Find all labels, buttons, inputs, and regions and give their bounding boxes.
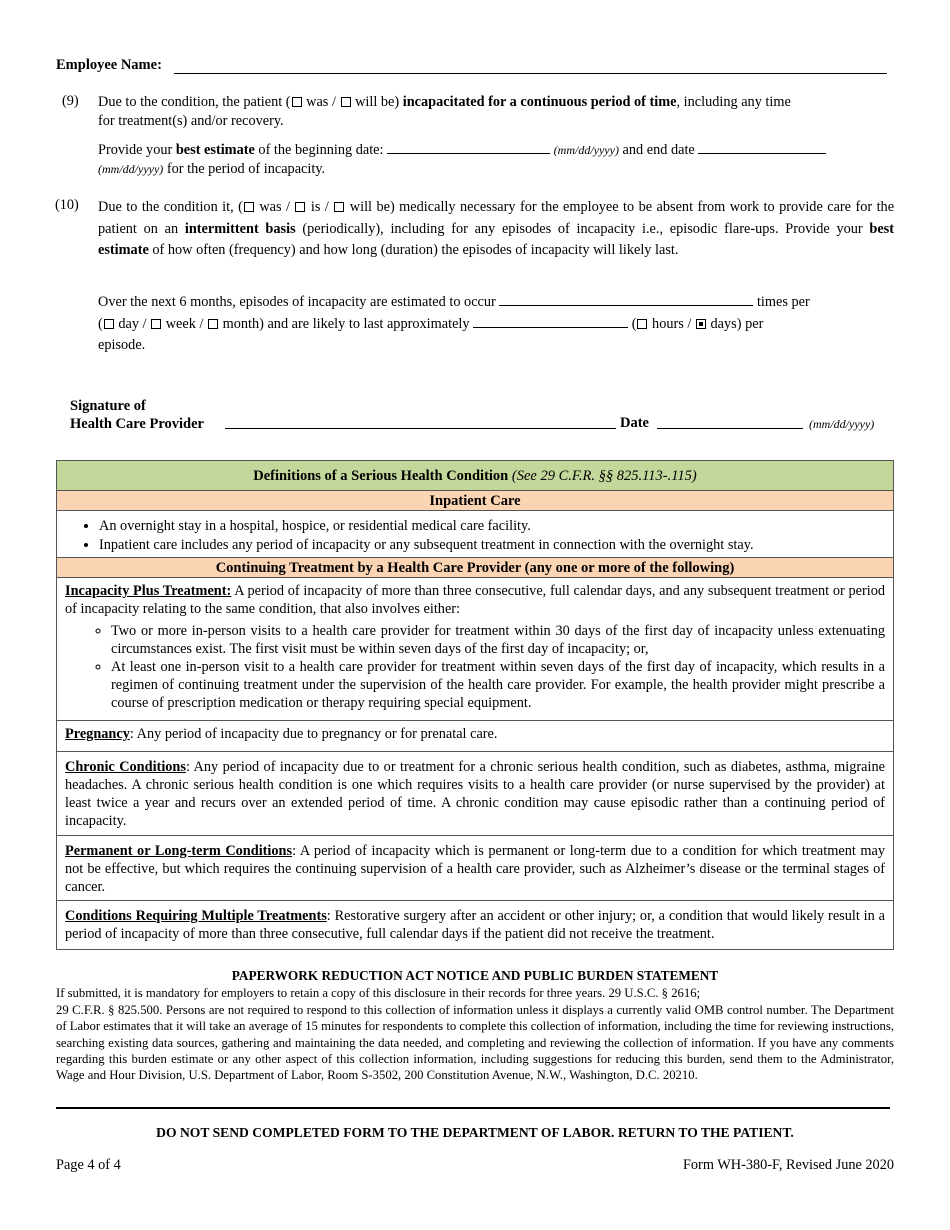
q9-bold-text: incapacitated for a continuous period of time xyxy=(402,94,677,110)
permanent-text: : A period of incapacity which is permanent or long-term due to a condition for which treatment may not be effective, but which requires the continuing supervision of a health care provider, such as Alzheimer’s disease or the terminal stages of cancer. xyxy=(65,843,885,895)
q9-willbe-label: will be) xyxy=(355,94,400,110)
q10-week-label: week / xyxy=(165,315,204,332)
q9-est-tail: for the period of incapacity. xyxy=(163,161,326,177)
chronic-cell xyxy=(57,752,893,836)
q10-text-d: of how often (frequency) and how long (duration) the episodes of incapacity will likely last. xyxy=(148,242,679,258)
q9-estimate xyxy=(98,140,898,179)
incapacity-term: Incapacity Plus Treatment: xyxy=(65,583,232,599)
pregnancy-cell xyxy=(57,721,893,752)
permanent-term: Permanent or Long-term Conditions xyxy=(65,843,293,859)
q10-episode: episode. xyxy=(98,337,146,353)
q10-month-checkbox[interactable] xyxy=(208,319,218,329)
multiple-term: Conditions Requiring Multiple Treatments xyxy=(65,908,327,924)
definitions-title: Definitions of a Serious Health Condition xyxy=(253,468,509,484)
q9-est-bold: best estimate xyxy=(175,142,255,158)
q10-hours-checkbox[interactable] xyxy=(637,319,647,329)
q10-days-checkbox[interactable] xyxy=(696,319,706,329)
q10-is-checkbox[interactable] xyxy=(295,202,305,212)
signature-field[interactable] xyxy=(225,428,616,429)
q10-was-checkbox[interactable] xyxy=(244,202,254,212)
definitions-table xyxy=(56,460,894,950)
q10-day-checkbox[interactable] xyxy=(104,319,114,329)
q10-freq-pre: Over the next 6 months, episodes of incapacity are estimated to occur xyxy=(98,294,500,310)
chronic-term: Chronic Conditions xyxy=(65,759,186,775)
q9-text-b: , including any time xyxy=(676,94,791,110)
q9-text-a: Due to the condition, the patient ( xyxy=(98,94,291,110)
q10-was-label: was / xyxy=(259,199,291,215)
signature-date-format: (mm/dd/yyyy) xyxy=(809,417,875,431)
paperwork-body: 29 C.F.R. § 825.500. Persons are not required to respond to this collection of information unless it displays a currently valid OMB control number. The Department of Labor estimates that it will take an average of 15 minutes for respondents to complete this collection of information, including the time for reviewing instructions, searching existing data sources, gathering and maintaining the data needed, and completing and reviewing the collection of information. If you have any comments regarding this burden estimate or any other aspect of this collection information, including suggestions for reducing this burden, send them to the Administrator, Wage and Hour Division, U.S. Department of Labor, Room S-3502, 200 Constitution Avenue, N.W., Washington, D.C. 20210. xyxy=(56,1003,894,1083)
q10-week-checkbox[interactable] xyxy=(151,319,161,329)
q9-end-date-field[interactable] xyxy=(698,140,826,154)
multiple-text: : Restorative surgery after an accident or other injury; or, a condition that would likely result in a period of incapacity of more than three consecutive, full calendar days if the patient did not receive the treatment. xyxy=(65,908,885,942)
q9-begin-date-field[interactable] xyxy=(387,140,550,154)
q10-bold-text: intermittent basis xyxy=(184,220,296,237)
q10-dur-pre: and are likely to last approximately xyxy=(263,315,474,332)
q9-was-label: was / xyxy=(306,94,336,110)
q9-est-pre: Provide your xyxy=(98,142,176,158)
incapacity-list xyxy=(65,622,885,712)
q10-frequency: Over the next 6 months, episodes of incapacity are estimated to occur times per ( day / week / month) and are likely to last approximately ( hours / days) per episode. xyxy=(98,294,810,353)
incapacity-cell xyxy=(57,578,893,721)
paperwork-line1: If submitted, it is mandatory for employers to retain a copy of this disclosure in their records for three years. 29 U.S.C. § 2616; xyxy=(56,986,701,1000)
pregnancy-term: Pregnancy xyxy=(65,726,130,742)
definitions-header xyxy=(57,461,893,491)
permanent-cell xyxy=(57,836,893,901)
signature-label-line2: Health Care Provider xyxy=(70,416,204,432)
list-item: • An overnight stay in a hospital, hospice, or residential medical care facility. xyxy=(99,517,885,536)
inpatient-header: Inpatient Care xyxy=(57,491,893,511)
q10-text-c: (periodically), including for any episodes of incapacity i.e., episodic flare-ups. Provide your xyxy=(295,220,870,237)
q10-text-a: Due to the condition it, ( xyxy=(98,199,243,215)
q10-willbe-label: will be) xyxy=(349,199,395,215)
chronic-text: : Any period of incapacity due to or treatment for a chronic serious health condition, such as diabetes, asthma, migraine headaches. A chronic serious health condition is one which requires visits to a health care provider (or nurse supervised by the provider) at least twice a year and recurs over an extended period of time. A chronic condition may cause episodic rather than a continuing period of incapacity. xyxy=(65,759,885,829)
q9-willbe-checkbox[interactable] xyxy=(341,97,351,107)
q10-bold-text-2: best estimate xyxy=(98,220,894,258)
q9-text xyxy=(98,93,898,131)
return-notice: DO NOT SEND COMPLETED FORM TO THE DEPARTMENT OF LABOR. RETURN TO THE PATIENT. xyxy=(156,1125,794,1140)
q9-was-checkbox[interactable] xyxy=(292,97,302,107)
q9-text-c: for treatment(s) and/or recovery. xyxy=(98,113,284,129)
q9-number: (9) xyxy=(62,93,79,109)
q10-is-label: is / xyxy=(310,199,329,215)
q9-est-end: and end date xyxy=(618,142,699,158)
list-item: • Inpatient care includes any period of incapacity or any subsequent treatment in connection with the overnight stay. xyxy=(99,536,885,555)
signature-date-field[interactable] xyxy=(657,428,803,429)
q10-frequency-field[interactable] xyxy=(499,292,753,306)
continuing-header: Continuing Treatment by a Health Care Provider (any one or more of the following) xyxy=(57,558,893,578)
multiple-cell xyxy=(57,901,893,949)
q10-text xyxy=(98,197,894,262)
employee-name-field[interactable] xyxy=(174,73,887,74)
signature-date-label: Date xyxy=(620,415,649,431)
q10-day-label: day / xyxy=(118,315,147,332)
inpatient-list xyxy=(67,517,885,555)
list-item: ◦ Two or more in-person visits to a health care provider for treatment within 30 days of the first day of incapacity unless extenuating circumstances exist. The first visit must be within seven days of the first day of incapacity; or, xyxy=(111,622,885,658)
signature-label-line1: Signature of xyxy=(70,398,146,414)
q9-est-mid: of the beginning date: xyxy=(254,142,388,158)
q10-text-b: medically necessary for the employee to be absent from work to provide care for the patient on an xyxy=(98,199,895,237)
q10-duration-field[interactable] xyxy=(473,314,628,328)
q9-end-date-format: (mm/dd/yyyy) xyxy=(98,162,164,176)
signature-label xyxy=(70,397,204,433)
q10-days-label: days) per xyxy=(710,315,764,332)
q10-month-label: month) xyxy=(222,315,264,332)
q10-freq-post: times per xyxy=(753,294,810,310)
inpatient-cell xyxy=(57,511,893,558)
q10-hours-label: hours / xyxy=(652,315,692,332)
employee-name-label: Employee Name: xyxy=(56,57,162,73)
footer-divider xyxy=(56,1107,890,1109)
paperwork-title: PAPERWORK REDUCTION ACT NOTICE AND PUBLIC BURDEN STATEMENT xyxy=(231,968,719,983)
q10-number: (10) xyxy=(55,197,79,213)
page-number: Page 4 of 4 xyxy=(56,1157,121,1173)
incapacity-text: A period of incapacity of more than three consecutive, full calendar days, and any subsequent treatment or period of incapacity relating to the same condition, that also involves either: xyxy=(65,583,885,617)
q9-begin-date-format: (mm/dd/yyyy) xyxy=(553,143,619,157)
definitions-title-ref: (See 29 C.F.R. §§ 825.113-.115) xyxy=(511,468,697,484)
form-number: Form WH-380-F, Revised June 2020 xyxy=(682,1157,894,1173)
pregnancy-text: : Any period of incapacity due to pregnancy or for prenatal care. xyxy=(129,726,498,742)
q10-willbe-checkbox[interactable] xyxy=(334,202,344,212)
list-item: ◦ At least one in-person visit to a health care provider for treatment within seven days of the first day of incapacity, which results in a regimen of continuing treatment under the supervision of the health care provider. For example, the health provider might prescribe a course of prescription medication or therapy requiring special equipment. xyxy=(111,658,885,712)
